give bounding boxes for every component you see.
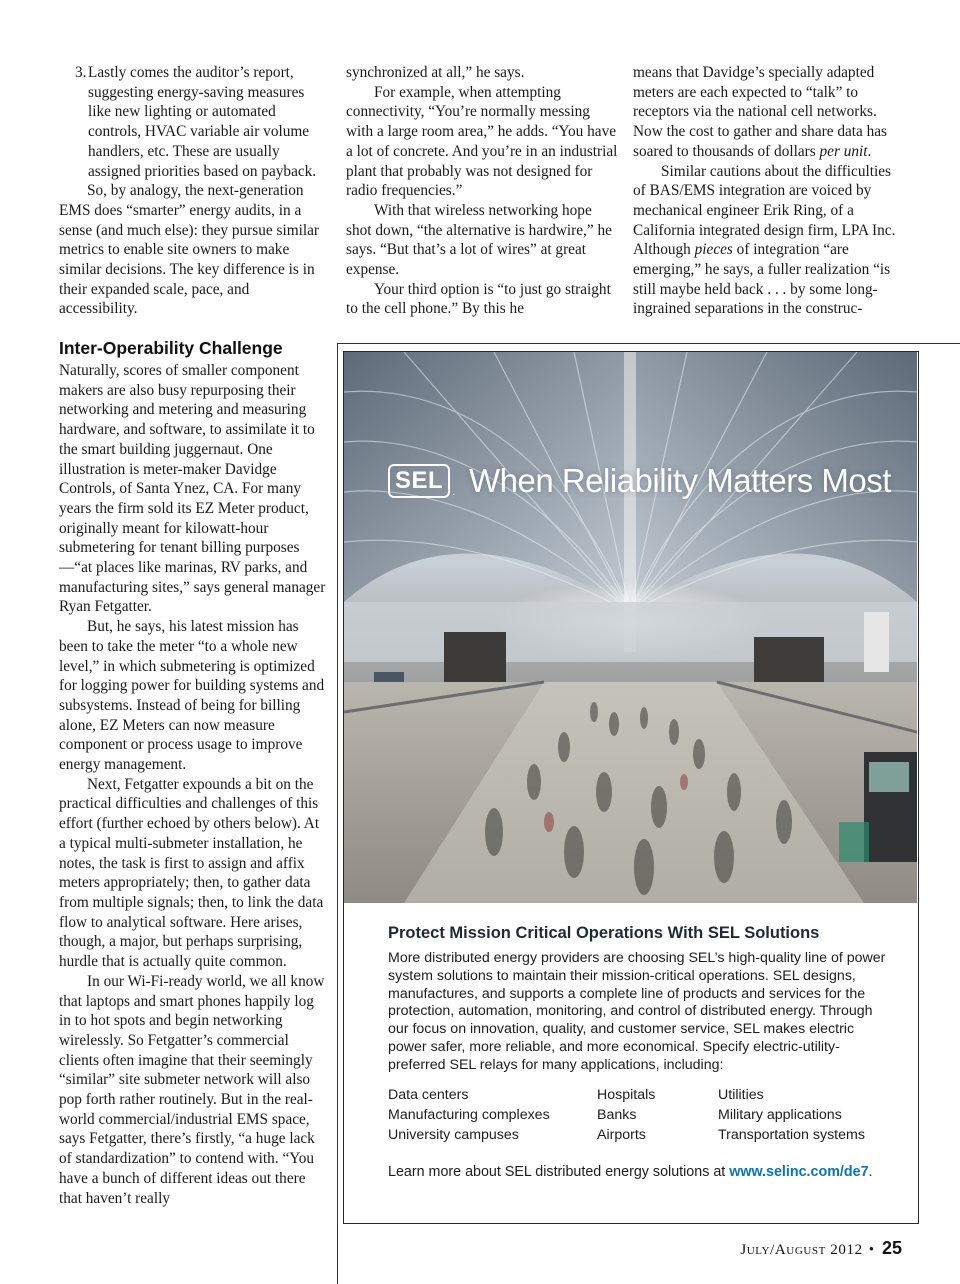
- applications-column: [718, 1085, 865, 1145]
- list-number: 3.: [75, 64, 87, 81]
- application-item: Hospitals: [597, 1086, 656, 1103]
- application-item: Manufacturing complexes: [388, 1106, 550, 1123]
- article-paragraph: For example, when attempting connectivity, “You’re normally messing with a large room area,” he adds. “You have a lot of concrete. And you’re in an industrial plant that probably was not designed for radio frequencies.”: [346, 83, 618, 200]
- article-column-1: [59, 63, 327, 319]
- application-item: Military applications: [718, 1106, 842, 1123]
- ad-copy: [388, 923, 888, 1147]
- sel-logo: SEL: [388, 464, 450, 498]
- sel-logo-mark: .: [452, 487, 455, 498]
- numbered-list-item: [59, 63, 327, 181]
- section-heading: Inter-Operability Challenge: [59, 338, 283, 358]
- ad-website-link[interactable]: www.selinc.com/de7: [729, 1164, 869, 1180]
- article-paragraph: So, by analogy, the next-generation EMS does “smarter” energy audits, in a sense (and much else): they pursue similar metrics to enable site owners to make similar decisions. The key difference is in their expanded scale, pace, and accessibility.: [59, 182, 319, 318]
- article-paragraph: means that Davidge’s specially adapted meters are each expected to “talk” to receptors via the national cell networks. Now the cost to gather and share data has soared to thousands of dollars per unit.: [633, 64, 888, 160]
- article-column-1-continued: [59, 361, 329, 1208]
- application-item: Transportation systems: [718, 1126, 865, 1143]
- article-paragraph: Your third option is “to just go straight to the cell phone.” By this he: [346, 280, 611, 318]
- application-item: Data centers: [388, 1086, 469, 1103]
- article-column-2: [346, 63, 618, 319]
- list-item-text: Lastly comes the auditor’s report, suggesting energy-saving measures like new lighting or automated controls, HVAC variable air volume handlers, etc. These are usually assigned priorities based on payback.: [88, 64, 317, 180]
- ad-headline: Protect Mission Critical Operations With SEL Solutions: [388, 924, 820, 942]
- ad-call-to-action: Learn more about SEL distributed energy solutions at www.selinc.com/de7.: [388, 1164, 873, 1180]
- article-paragraph: synchronized at all,” he says.: [346, 64, 525, 81]
- applications-column: [597, 1085, 655, 1145]
- ad-brand-banner: [388, 462, 891, 500]
- emphasis-text: per unit: [819, 142, 868, 160]
- article-paragraph: Similar cautions about the difficulties of BAS/EMS integration are voiced by mechanical engineer Erik Ring, of a California integrated design firm, LPA Inc. Although pieces of integration “are emerging,” he says, a fuller realization “is still maybe held back . . . by some long-ingrained separations in the construc-: [633, 162, 896, 318]
- footer-bullet: •: [868, 1242, 874, 1258]
- ad-tagline: When Reliability Matters Most: [468, 462, 891, 499]
- airport-terminal-photo: [344, 352, 917, 903]
- application-item: Banks: [597, 1106, 637, 1123]
- terminal-illustration: [344, 352, 917, 903]
- article-paragraph: In our Wi-Fi-ready world, we all know that laptops and smart phones happily log in to hot spots and begin networking wirelessly. So Fetgatter’s commercial clients often imagine that their seemingly “similar” site submeter network will also pop forth rather routinely. But in the real-world commercial/industrial EMS space, says Fetgatter, there’s firstly, “a huge lack of standardization” to contend with. “You have a bunch of different ideas out there that haven’t really: [59, 972, 325, 1207]
- emphasis-text: pieces: [694, 241, 733, 259]
- ad-paragraph: More distributed energy providers are choosing SEL’s high-quality line of power system solutions to maintain their mission-critical operations. SEL designs, manufactures, and supports a complete line of products and services for the protection, automation, monitoring, and control of distributed energy. Through our focus on innovation, quality, and customer service, SEL makes electric power safer, more reliable, and more economical. Specify electric-utility-preferred SEL relays for many applications, including:: [388, 950, 886, 1073]
- page-footer: [740, 1238, 902, 1259]
- issue-date: July/August 2012: [740, 1242, 863, 1258]
- application-item: Utilities: [718, 1086, 764, 1103]
- applications-list: [388, 1085, 888, 1147]
- article-column-3: [633, 63, 905, 319]
- application-item: Airports: [597, 1126, 646, 1143]
- applications-column: [388, 1085, 550, 1145]
- application-item: University campuses: [388, 1126, 519, 1143]
- article-paragraph: With that wireless networking hope shot down, “the alternative is hardwire,” he says. “But that’s a lot of wires” at great expense.: [346, 201, 612, 279]
- advertisement: [343, 351, 919, 1224]
- article-paragraph: Naturally, scores of smaller component makers are also busy repurposing their networking and metering and measuring hardware, and software, to assimilate it to the smart building juggernaut. One illustration is meter-maker Davidge Controls, of Santa Ynez, CA. For many years the firm sold its EZ Meter product, originally meant for kilowatt-hour submetering for tenant billing purposes —“at places like marinas, RV parks, and manufacturing sites,” says general manager Ryan Fetgatter.: [59, 362, 326, 616]
- article-paragraph: But, he says, his latest mission has been to take the meter “to a whole new level,” in which submetering is optimized for logging power for building systems and subsystems. Instead of being for billing alone, EZ Meters can now measure component or process usage to improve energy management.: [59, 618, 325, 774]
- page-number: 25: [881, 1238, 902, 1258]
- article-paragraph: Next, Fetgatter expounds a bit on the practical difficulties and challenges of this effort (further echoed by others below). At a typical multi-submeter installation, he notes, the task is first to assign and affix meters appropriately; then, to gather data from multiple signals; then, to link the data flow to analytical software. Here arises, though, a major, but perhaps surprising, hurdle that is actually quite common.: [59, 775, 324, 971]
